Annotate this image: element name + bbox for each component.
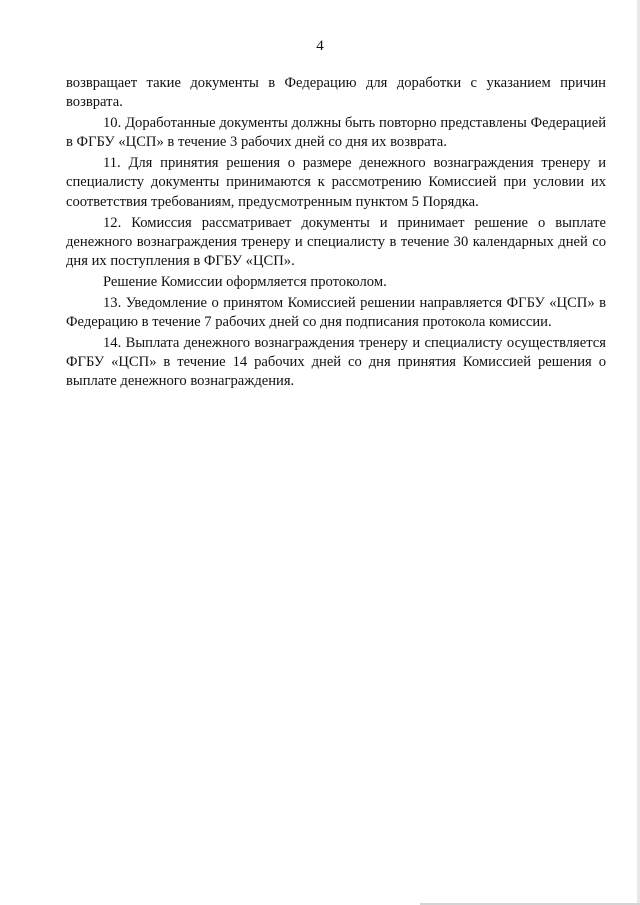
paragraph-item-14: 14. Выплата денежного вознаграждения тренеру и специалисту осуществляется ФГБУ «ЦСП» в течение 14 рабочих дней со дня принятия Комиссией решения о выплате денежного вознаграждения.	[66, 334, 606, 390]
paragraph-item-13: 13. Уведомление о принятом Комиссией решении направляется ФГБУ «ЦСП» в Федерацию в течение 7 рабочих дней со дня подписания протокола комиссии.	[66, 294, 606, 331]
paragraph-decision-protocol: Решение Комиссии оформляется протоколом.	[103, 273, 387, 290]
paragraph-item-11: 11. Для принятия решения о размере денежного вознаграждения тренеру и специалисту документы принимаются к рассмотрению Комиссией при условии их соответствия требованиям, предусмотренным пунктом 5 Порядка.	[66, 155, 606, 210]
paragraph-item-12: 12. Комиссия рассматривает документы и принимает решение о выплате денежного вознаграждения тренеру и специалисту в течение 30 календарных дней со дня их поступления в ФГБУ «ЦСП».	[66, 214, 606, 270]
document-body	[66, 74, 606, 393]
page-number: 4	[316, 38, 324, 54]
paragraph-continuation: возвращает такие документы в Федерацию для доработки с указанием причин возврата.	[66, 75, 606, 111]
paragraph-item-10: 10. Доработанные документы должны быть повторно представлены Федерацией в ФГБУ «ЦСП» в течение 3 рабочих дней со дня их возврата.	[66, 115, 606, 151]
